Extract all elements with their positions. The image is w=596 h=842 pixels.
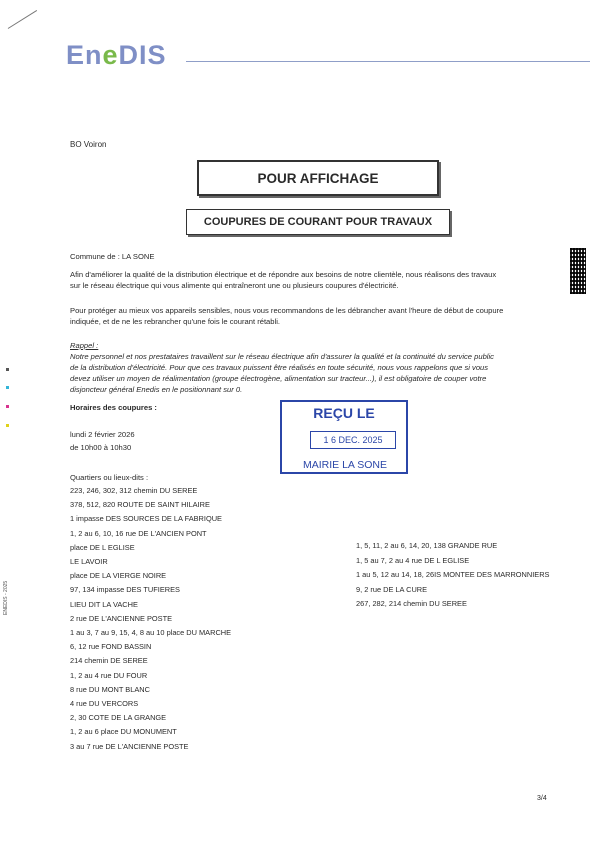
heading: POUR AFFICHAGE — [257, 170, 379, 186]
rappel-paragraph: Rappel : Notre personnel et nos prestataires travaillent sur le réseau électrique afin d'assurer la qualité et la continuité du service public de la distribution d'électricité. Pour que ces travaux puissent être réalisés en toute sécurité, nous vous rappelons que si vous devez utiliser un moyen de réalimentation (groupe électrogène, alimentation sur tracteur...), il est obligatoire de couper votre disjoncteur général Enedis en le positionnant sur 0. — [70, 340, 570, 395]
reception-stamp — [280, 400, 408, 474]
margin-mark-cyan — [6, 386, 9, 389]
stamp-date: 1 6 DEC. 2025 — [310, 431, 396, 449]
margin-mark-magenta — [6, 405, 9, 408]
enedis-logo: EneDIS — [66, 40, 167, 70]
list-item: 1 au 5, 12 au 14, 18, 26IS MONTEE DES MARRONNIERS — [356, 570, 550, 580]
list-item: 97, 134 impasse DES TUFIERES — [70, 585, 180, 595]
commune: Commune de : LA SONE — [70, 252, 155, 261]
list-item: 3 au 7 rue DE L'ANCIENNE POSTE — [70, 741, 189, 751]
rappel-label: Rappel : — [70, 341, 99, 350]
list-item: 9, 2 rue DE LA CURE — [356, 584, 428, 594]
list-item: 1, 5, 11, 2 au 6, 14, 20, 138 GRANDE RUE — [356, 541, 498, 550]
protect-paragraph: Pour protéger au mieux vos appareils sensibles, nous vous recommandons de les débrancher avant l'heure de début de coupure indiquée, et de ne les rebrancher qu'une fois le courant rétabli. — [70, 306, 504, 326]
list-item: LE LAVOIR — [70, 557, 108, 566]
list-item: 2 rue DE L'ANCIENNE POSTE — [70, 613, 173, 623]
list-item: LIEU DIT LA VACHE — [70, 599, 138, 609]
stamp-title: REÇU LE — [313, 405, 375, 421]
places-title: Quartiers ou lieux-dits : — [70, 473, 149, 482]
list-item: 1, 2 au 4 rue DU FOUR — [70, 670, 148, 680]
list-item: 1, 2 au 6, 10, 16 rue DE L'ANCIEN PONT — [70, 528, 207, 538]
list-item: 267, 282, 214 chemin DU SEREE — [356, 599, 467, 609]
side-margin-text: ENEDIS - 2025 — [3, 580, 9, 615]
list-item: 6, 12 rue FOND BASSIN — [70, 642, 152, 652]
margin-mark-yellow — [6, 424, 9, 427]
heading-box — [197, 160, 439, 196]
intro-paragraph: Afin d'améliorer la qualité de la distribution électrique et de répondre aux besoins de notre clientèle, nous réalisons des travaux sur le réseau électrique qui vous alimente qui entraîneront une ou plusieurs coupures d'électricité. — [70, 270, 497, 290]
scan-mark — [8, 10, 37, 29]
list-item: 214 chemin DE SEREE — [70, 656, 148, 666]
list-item: 1, 5 au 7, 2 au 4 rue DE L EGLISE — [356, 555, 470, 565]
list-item: place DE L EGLISE — [70, 542, 135, 552]
list-item: place DE LA VIERGE NOIRE — [70, 571, 167, 581]
header-line — [186, 61, 590, 62]
hours-title: Horaires des coupures : — [70, 403, 157, 412]
margin-mark-black — [6, 368, 9, 371]
list-item: 1, 2 au 6 place DU MONUMENT — [70, 727, 177, 737]
list-item: 4 rue DU VERCORS — [70, 699, 139, 708]
subheading: COUPURES DE COURANT POUR TRAVAUX — [203, 216, 433, 228]
list-item: 1 au 3, 7 au 9, 15, 4, 8 au 10 place DU MARCHE — [70, 628, 232, 637]
list-item: 378, 512, 820 ROUTE DE SAINT HILAIRE — [70, 500, 210, 510]
subheading-box — [186, 209, 450, 235]
list-item: 1 impasse DES SOURCES DE LA FABRIQUE — [70, 514, 222, 524]
time-line: de 10h00 à 10h30 — [70, 443, 132, 452]
list-item: 223, 246, 302, 312 chemin DU SEREE — [70, 486, 198, 495]
sender: BO Voiron — [70, 140, 107, 149]
stamp-footer: MAIRIE LA SONE — [302, 459, 388, 471]
date-line: lundi 2 février 2026 — [70, 430, 135, 439]
list-item: 2, 30 COTE DE LA GRANGE — [70, 713, 167, 723]
list-item: 8 rue DU MONT BLANC — [70, 684, 150, 694]
qr-code — [570, 248, 586, 294]
page-number: 3/4 — [537, 795, 547, 802]
